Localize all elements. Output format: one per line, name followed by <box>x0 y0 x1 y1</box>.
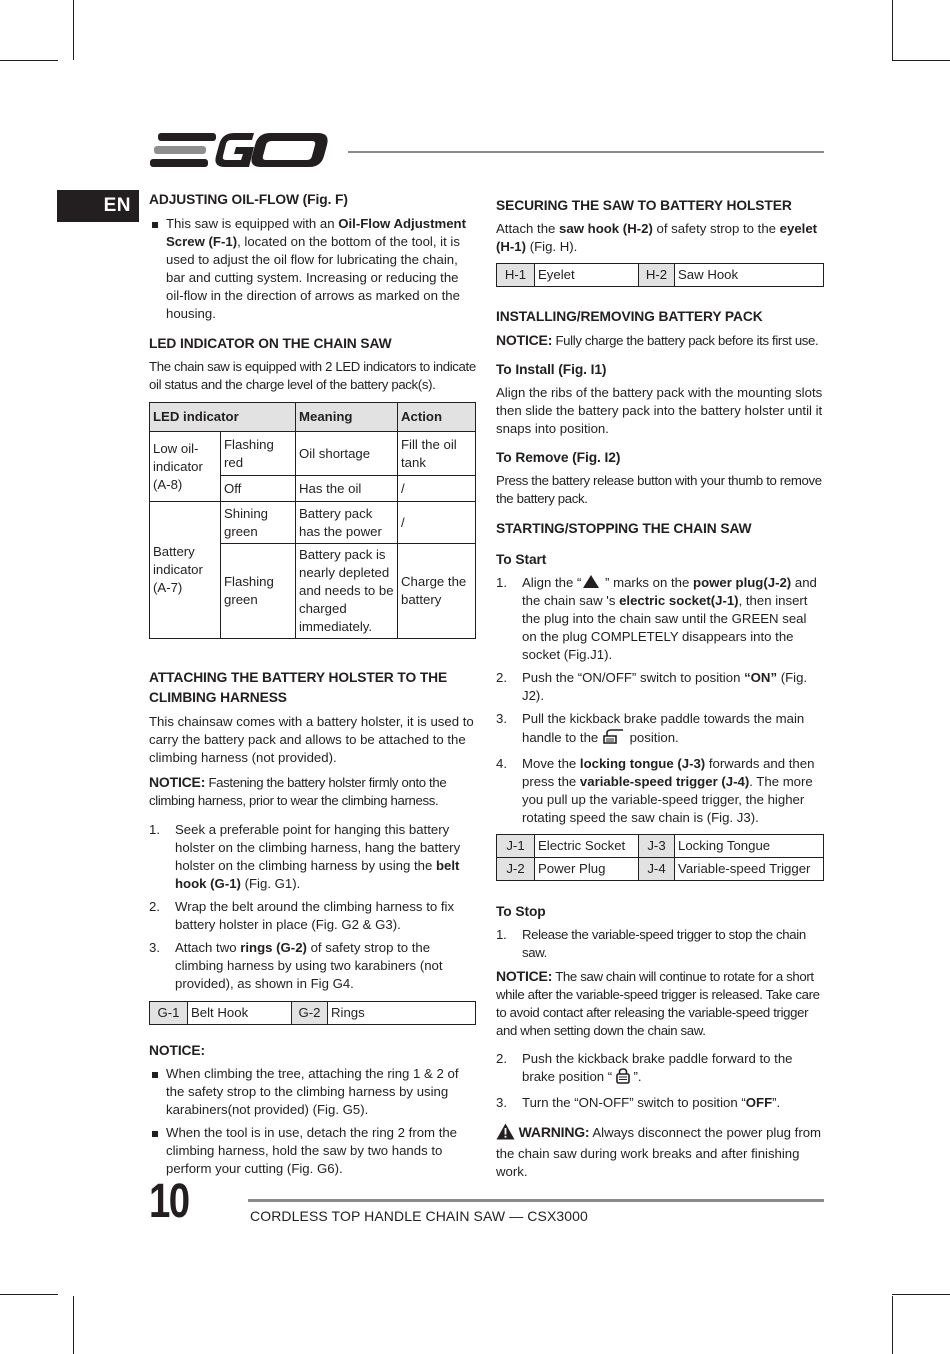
table-cell: G-2 <box>292 1002 328 1025</box>
install-text: Align the ribs of the battery pack with the mounting slots then slide the battery pack into the battery holster until it snaps into position. <box>496 385 823 436</box>
led-heading: LED INDICATOR ON THE CHAIN SAW <box>149 336 392 351</box>
led-table <box>149 402 476 639</box>
list-item: 3. Turn the “ON-OFF” switch to position “OFF”. <box>496 1095 781 1110</box>
start-steps <box>496 574 824 827</box>
table-cell: Flashing red <box>221 432 296 476</box>
notice-list <box>149 1065 476 1178</box>
column-header: Action <box>398 403 476 432</box>
table-cell: Charge the battery <box>398 544 476 639</box>
table-cell: Oil shortage <box>296 432 398 476</box>
table-cell: J-3 <box>639 835 675 858</box>
table-cell: H-1 <box>497 264 535 287</box>
table-cell: H-2 <box>639 264 675 287</box>
page-number: 10 <box>149 1175 189 1228</box>
holster-parts-table <box>149 1001 476 1025</box>
securing-text: Attach the saw hook (H-2) of safety strop to the eyelet (H-1) (Fig. H). <box>496 221 818 254</box>
table-header-row <box>150 403 476 432</box>
footer-rule <box>248 1199 824 1202</box>
triangle-mark-icon <box>583 575 599 588</box>
remove-heading: To Remove (Fig. I2) <box>496 450 621 465</box>
right-column <box>496 196 824 1181</box>
starting-heading: STARTING/STOPPING THE CHAIN SAW <box>496 521 752 536</box>
table-cell: Shining green <box>221 502 296 544</box>
column-header: Meaning <box>296 403 398 432</box>
table-cell: Has the oil <box>296 476 398 502</box>
table-cell: G-1 <box>150 1002 188 1025</box>
table-cell: J-4 <box>639 858 675 881</box>
warning-text: WARNING: Always disconnect the power plug from the chain saw during work breaks and after finishing work. <box>496 1124 822 1179</box>
table-cell: Power Plug <box>535 858 639 881</box>
holster-steps <box>149 821 476 993</box>
battery-heading: INSTALLING/REMOVING BATTERY PACK <box>496 309 763 324</box>
list-item: 1. Release the variable-speed trigger to stop the chain saw. <box>496 927 806 960</box>
list-item: When the tool is in use, detach the ring 2 from the climbing harness, hold the saw by two hands to perform your cutting (Fig. G6). <box>149 1124 476 1178</box>
list-item: 4. Move the locking tongue (J-3) forwards and then press the variable-speed trigger (J-4). The more you pull up the variable-speed trigger, the higher rotating speed the saw chain is (Fig. J3). <box>496 756 815 825</box>
table-cell: / <box>398 476 476 502</box>
stop-heading: To Stop <box>496 904 546 919</box>
stop-notice: NOTICE: The saw chain will continue to rotate for a short while after the variable-speed trigger is released. Take care to avoid contact after releasing the variable-speed trigger and when setting down the chain saw. <box>496 968 820 1038</box>
ego-logo <box>150 130 330 170</box>
list-item: 3. Attach two rings (G-2) of safety strop to the climbing harness by using two karabiners (not provided), as shown in Fig G4. <box>149 940 443 991</box>
footer-title: CORDLESS TOP HANDLE CHAIN SAW — CSX3000 <box>250 1208 588 1224</box>
brake-lock-icon <box>616 1068 630 1089</box>
holster-heading: ATTACHING THE BATTERY HOLSTER TO THE CLIMBING HARNESS <box>149 670 448 705</box>
remove-text: Press the battery release button with your thumb to remove the battery pack. <box>496 473 822 506</box>
table-cell: Eyelet <box>535 264 639 287</box>
warning-icon <box>496 1123 515 1145</box>
table-cell: Battery pack has the power <box>296 502 398 544</box>
table-cell: Belt Hook <box>188 1002 292 1025</box>
table-cell: Battery indicator (A-7) <box>150 502 221 639</box>
install-heading: To Install (Fig. I1) <box>496 362 607 377</box>
notice-heading: NOTICE: <box>149 1043 206 1058</box>
table-row <box>150 502 476 544</box>
list-item: 2. Push the “ON/OFF” switch to position “ON” (Fig. J2). <box>496 670 808 703</box>
table-cell: Battery pack is nearly depleted and needs to be charged immediately. <box>296 544 398 639</box>
table-row <box>497 264 824 287</box>
holster-notice: NOTICE: Fastening the battery holster firmly onto the climbing harness, prior to wear the climbing harness. <box>149 774 447 808</box>
brake-release-icon <box>602 728 626 750</box>
holster-intro: This chainsaw comes with a battery holster, it is used to carry the battery pack and allows to be attached to the climbing harness (not provided). <box>149 714 474 765</box>
list-item: This saw is equipped with an Oil-Flow Adjustment Screw (F-1), located on the bottom of the tool, it is used to adjust the oil flow for lubricating the chain, bar and cutting system. Increasing or reducing the oil-flow in the direction of arrows as marked on the housing. <box>149 215 476 323</box>
table-cell: Saw Hook <box>675 264 824 287</box>
list-item: 2. Push the kickback brake paddle forward to the brake position “ ”. <box>496 1050 824 1089</box>
table-cell: Flashing green <box>221 544 296 639</box>
table-cell: Fill the oil tank <box>398 432 476 476</box>
table-cell: J-1 <box>497 835 535 858</box>
table-cell: J-2 <box>497 858 535 881</box>
stop-steps <box>496 926 824 962</box>
list-item: 2. Wrap the belt around the climbing harness to fix battery holster in place (Fig. G2 & G3). <box>149 899 455 932</box>
table-cell: Rings <box>328 1002 476 1025</box>
list-item: 1. Seek a preferable point for hanging this battery holster on the climbing harness, hang the battery holster on the climbing harness by using the belt hook (G-1) (Fig. G1). <box>149 822 461 891</box>
table-row <box>497 835 824 858</box>
column-header: LED indicator <box>150 403 296 432</box>
header-rule <box>348 151 824 153</box>
start-heading: To Start <box>496 552 547 567</box>
table-cell: / <box>398 502 476 544</box>
language-tab: EN <box>57 190 139 222</box>
battery-notice: NOTICE: Fully charge the battery pack before its first use. <box>496 332 819 348</box>
table-row <box>497 858 824 881</box>
left-column <box>149 190 476 1178</box>
start-parts-table <box>496 834 824 881</box>
table-cell: Locking Tongue <box>675 835 824 858</box>
securing-heading: SECURING THE SAW TO BATTERY HOLSTER <box>496 198 792 213</box>
list-item: 1. Align the “ ” marks on the power plug(J-2) and the chain saw 's electric socket(J-1), then insert the plug into the chain saw until the GREEN seal on the plug COMPLETELY disappears into the socket (Fig.J1). <box>496 575 817 662</box>
table-cell: Off <box>221 476 296 502</box>
securing-parts-table <box>496 263 824 287</box>
table-cell: Low oil-indicator (A-8) <box>150 432 221 502</box>
led-intro: The chain saw is equipped with 2 LED indicators to indicate oil status and the charge level of the battery pack(s). <box>149 359 476 392</box>
oil-flow-heading: ADJUSTING OIL-FLOW (Fig. F) <box>149 192 348 207</box>
stop-steps-continued <box>496 1050 824 1112</box>
list-item: 3. Pull the kickback brake paddle towards the main handle to the position. <box>496 710 824 750</box>
list-item: When climbing the tree, attaching the ring 1 & 2 of the safety strop to the climbing harness by using karabiners(not provided) (Fig. G5). <box>149 1065 476 1119</box>
table-cell: Electric Socket <box>535 835 639 858</box>
table-row <box>150 1002 476 1025</box>
table-row <box>150 432 476 476</box>
oil-flow-list <box>149 215 476 323</box>
table-cell: Variable-speed Trigger <box>675 858 824 881</box>
